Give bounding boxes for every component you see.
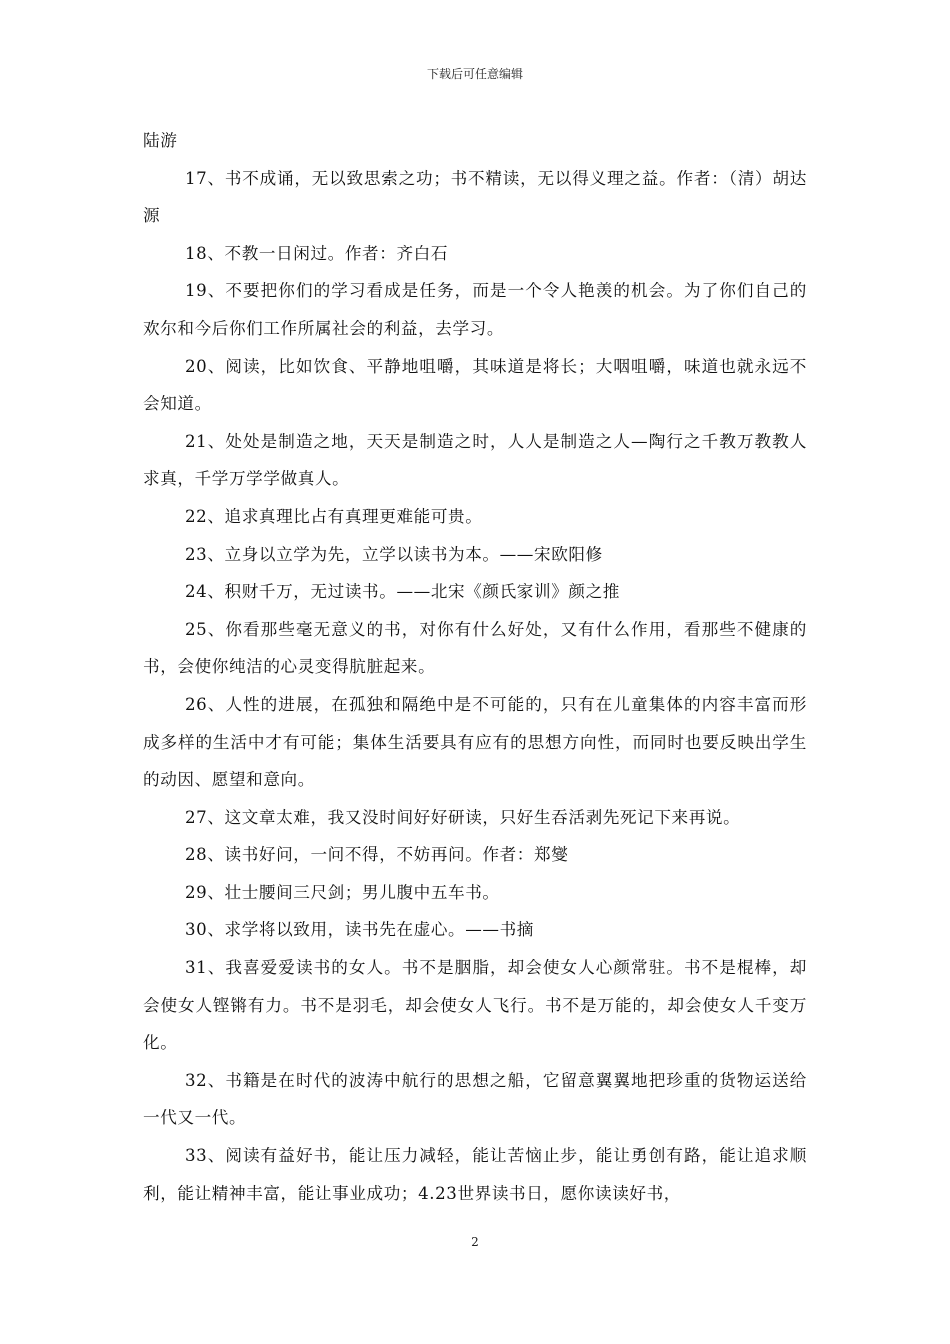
paragraph: 22、追求真理比占有真理更难能可贵。: [185, 506, 483, 526]
paragraph: 26、人性的进展，在孤独和隔绝中是不可能的，只有在儿童集体的内容丰富而形成多样的生活中才有可能；集体生活要具有应有的思想方向性，而同时也要反映出学生的动因、愿望和意向。: [143, 694, 807, 790]
paragraph: 30、求学将以致用，读书先在虚心。——书摘: [185, 920, 534, 940]
paragraph: 20、阅读，比如饮食、平静地咀嚼，其味道是将长；大咽咀嚼，味道也就永远不会知道。: [143, 356, 807, 414]
paragraph: 27、这文章太难，我又没时间好好研读，只好生吞活剥先死记下来再说。: [185, 807, 741, 827]
paragraph: 21、处处是制造之地，天天是制造之时，人人是制造之人—陶行之千教万教教人求真，千学万学学做真人。: [143, 431, 807, 489]
paragraph: 24、积财千万，无过读书。——北宋《颜氏家训》颜之推: [185, 582, 620, 602]
page-header: 下载后可任意编辑: [426, 67, 523, 81]
paragraph: 17、书不成诵，无以致思索之功；书不精读，无以得义理之益。作者：（清）胡达源: [143, 168, 807, 226]
paragraph: 陆游: [143, 131, 178, 150]
paragraph: 32、书籍是在时代的波涛中航行的思想之船，它留意翼翼地把珍重的货物运送给一代又一代。: [143, 1070, 807, 1128]
paragraph: 23、立身以立学为先，立学以读书为本。——宋欧阳修: [185, 544, 603, 564]
paragraph: 18、不教一日闲过。作者：齐白石: [185, 243, 449, 263]
paragraph: 28、读书好问，一问不得，不妨再问。作者：郑燮: [185, 845, 569, 865]
document-body: [143, 122, 807, 1212]
paragraph: 25、你看那些毫无意义的书，对你有什么好处，又有什么作用，看那些不健康的书，会使你纯洁的心灵变得肮脏起来。: [143, 619, 807, 677]
page-number: 2: [471, 1235, 479, 1249]
paragraph: 19、不要把你们的学习看成是任务，而是一个令人艳羡的机会。为了你们自己的欢尔和今后你们工作所属社会的利益，去学习。: [143, 281, 807, 338]
paragraph: 33、阅读有益好书，能让压力减轻，能让苦恼止步，能让勇创有路，能让追求顺利，能让精神丰富，能让事业成功；4.23世界读书日，愿你读读好书，: [143, 1146, 807, 1203]
paragraph: 29、壮士腰间三尺剑；男儿腹中五车书。: [185, 882, 500, 902]
paragraph: 31、我喜爱爱读书的女人。书不是胭脂，却会使女人心颜常驻。书不是棍棒，却会使女人铿锵有力。书不是羽毛，却会使女人飞行。书不是万能的，却会使女人千变万化。: [143, 958, 807, 1053]
